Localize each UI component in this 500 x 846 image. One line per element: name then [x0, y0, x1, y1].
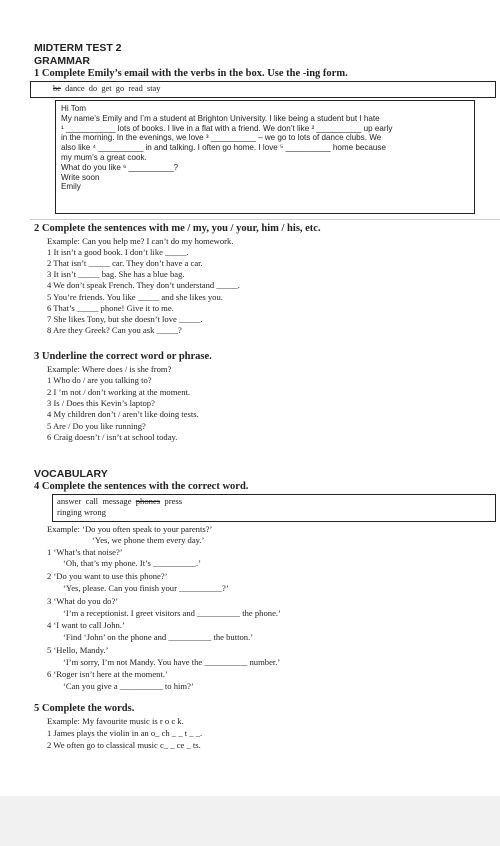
email-line: ¹ ___________ lots of books. I live in a flat with a friend. We don’t like ² __________ up early	[61, 123, 393, 133]
email-line: my mum’s a great cook.	[61, 152, 147, 162]
ex4-box-line: ringing wrong	[57, 507, 106, 517]
ex3-item: 2 I ’m not / don’t working at the moment.	[47, 387, 191, 397]
ex1-box-struck-word: be	[53, 84, 61, 93]
ex2-item: 2 That isn’t _____ car. They don’t have a car.	[47, 258, 203, 268]
ex1-box-remaining-words: dance do get go read stay	[60, 84, 161, 93]
ex4-item: ‘Can you give a __________ to him?’	[63, 681, 194, 691]
ex3-item: 4 My children don’t / aren’t like doing tests.	[47, 409, 199, 419]
section-vocabulary: VOCABULARY	[34, 468, 108, 480]
ex3-example: Example: Where does / is she from?	[47, 364, 172, 374]
ex2-item: 3 It isn’t _____ bag. She has a blue bag.	[47, 269, 185, 279]
section-grammar: GRAMMAR	[34, 55, 90, 67]
ex1-word-box	[30, 81, 496, 98]
email-box	[55, 100, 475, 214]
ex4-item: 2 ‘Do you want to use this phone?’	[47, 571, 168, 581]
ex1-box-words	[53, 84, 160, 95]
ex2-item: 8 Are they Greek? Can you ask _____?	[47, 325, 182, 335]
ex4-heading: 4 Complete the sentences with the correct word.	[34, 481, 249, 492]
ex4-box-words-b: press	[160, 496, 183, 506]
email-line: Emily	[61, 182, 81, 192]
divider	[30, 219, 500, 220]
ex1-heading: 1 Complete Emily’s email with the verbs in the box. Use the -ing form.	[34, 68, 348, 79]
email-line: My name’s Emily and I’m a student at Brighton University. I like being a student but I hate	[61, 113, 380, 123]
ex2-item: 6 That’s _____ phone! Give it to me.	[47, 303, 174, 313]
ex3-heading: 3 Underline the correct word or phrase.	[34, 351, 212, 362]
ex5-item: 1 James plays the violin in an o_ ch _ _ t _ _.	[47, 728, 203, 738]
ex2-item: 4 We don’t speak French. They don’t understand _____.	[47, 280, 240, 290]
ex2-heading: 2 Complete the sentences with me / my, you / your, him / his, etc.	[34, 223, 321, 234]
ex4-box-struck-word: phones	[135, 496, 161, 506]
email-line: Write soon	[61, 172, 100, 182]
ex4-box-line	[57, 496, 182, 507]
ex2-item: 1 It isn’t a good book. I don’t like _____.	[47, 247, 189, 257]
ex4-box-words-a: answer call message	[57, 496, 136, 506]
ex4-item: 5 ‘Hello, Mandy.’	[47, 645, 109, 655]
ex4-item: 3 ‘What do you do?’	[47, 596, 119, 606]
ex2-item: 7 She likes Tony, but she doesn’t love _____.	[47, 314, 203, 324]
email-line: Hi Tom	[61, 104, 87, 113]
ex4-item: 4 ‘I want to call John.’	[47, 620, 125, 630]
ex4-item: ‘I’m sorry, I’m not Mandy. You have the __________ number.’	[63, 657, 281, 667]
ex4-item: 6 ‘Roger isn’t here at the moment.’	[47, 669, 168, 679]
ex2-item: 5 You’re friends. You like _____ and she likes you.	[47, 292, 223, 302]
ex3-item: 6 Craig doesn’t / isn’t at school today.	[47, 432, 178, 442]
email-line: What do you like ⁶ __________?	[61, 162, 179, 172]
test-title: MIDTERM TEST 2	[34, 42, 122, 54]
ex5-heading: 5 Complete the words.	[34, 703, 135, 714]
ex4-item: ‘I’m a receptionist. I greet visitors and __________ the phone.’	[63, 608, 281, 618]
ex4-item: ‘Yes, please. Can you finish your __________?’	[63, 583, 229, 593]
ex4-word-box	[52, 494, 496, 522]
ex3-item: 1 Who do / are you talking to?	[47, 375, 152, 385]
ex4-item: ‘Find ‘John’ on the phone and __________ the button.’	[63, 632, 254, 642]
ex5-example: Example: My favourite music is r o c k.	[47, 716, 184, 726]
ex4-item: ‘Oh, that’s my phone. It’s __________.’	[63, 558, 201, 568]
email-line: in the morning. In the evenings, we love ³ __________ – we go to lots of dance clubs. We	[61, 133, 382, 143]
ex4-example: Example: ‘Do you often speak to your parents?’	[47, 524, 213, 534]
ex5-item: 2 We often go to classical music c_ _ ce _ ts.	[47, 740, 201, 750]
ex3-item: 5 Are / Do you like running?	[47, 421, 146, 431]
ex2-example: Example: Can you help me? I can’t do my homework.	[47, 236, 234, 246]
ex3-item: 3 Is / Does this Kevin’s laptop?	[47, 398, 155, 408]
ex4-item: 1 ‘What’s that noise?’	[47, 547, 123, 557]
email-line: also like ⁴ __________ in and talking. I often go home. I love ⁵ __________ home because	[61, 143, 386, 153]
ex4-example: ‘Yes, we phone them every day.’	[92, 535, 205, 545]
